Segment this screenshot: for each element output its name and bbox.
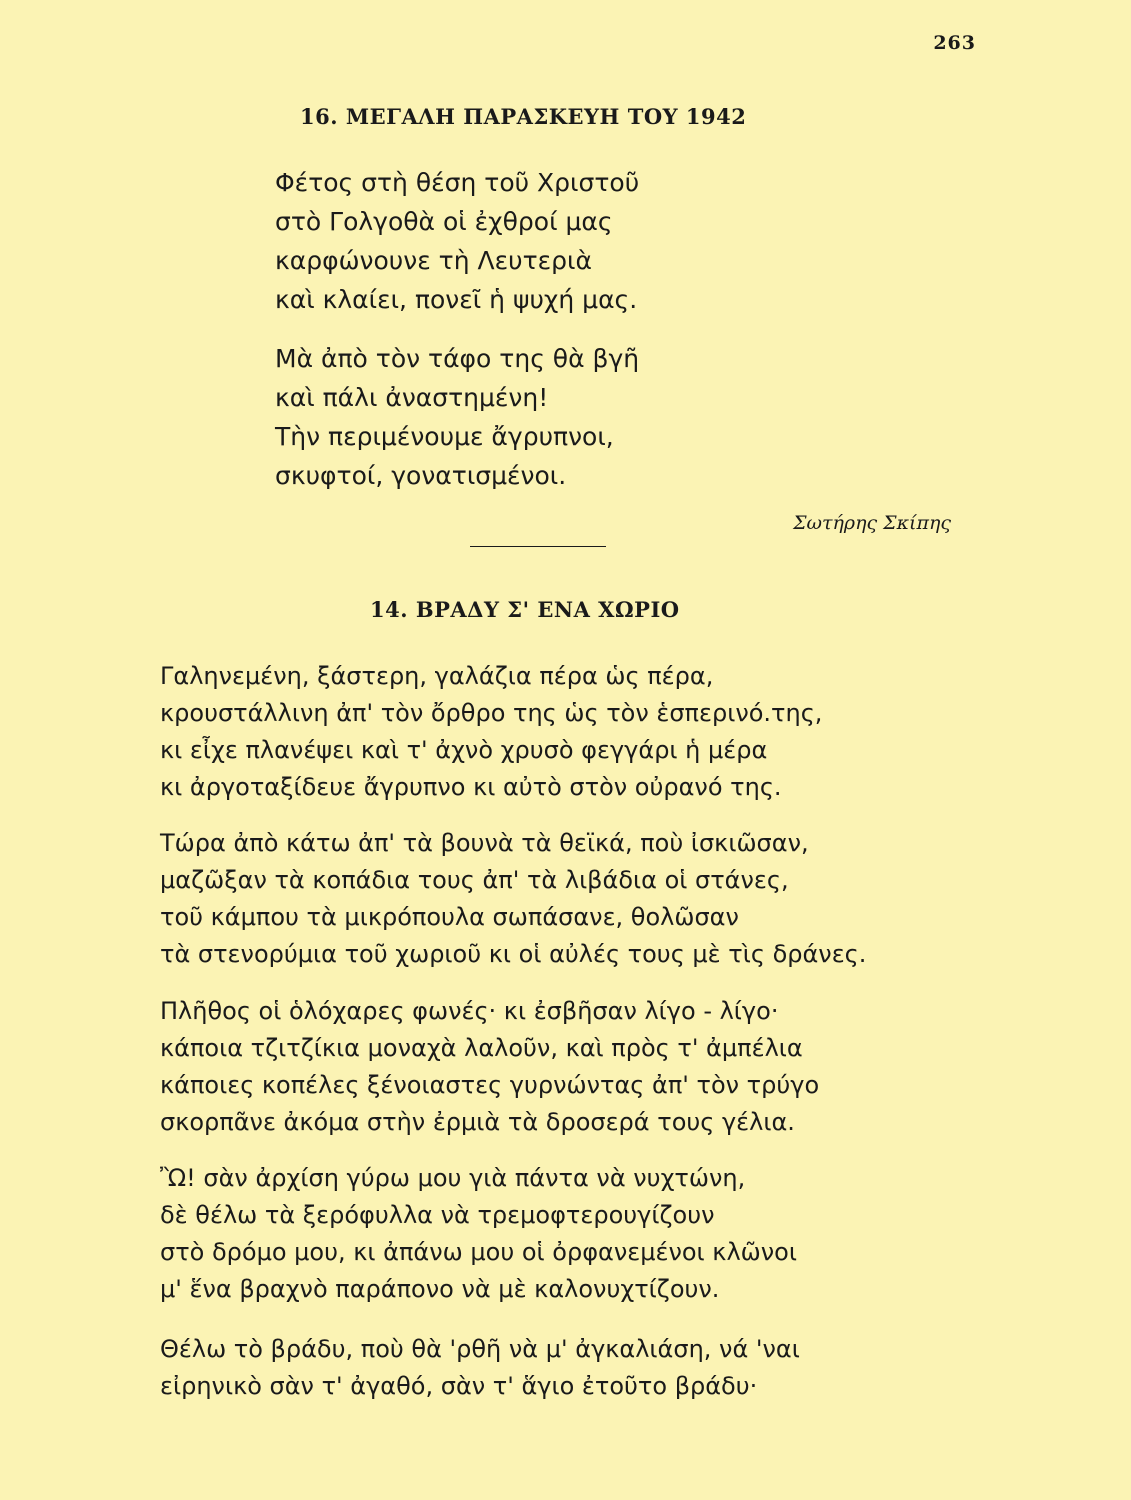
poem-line: Γαληνεμένη, ξάστερη, γαλάζια πέρα ὡς πέρα, [160,662,714,690]
poem-line: Πλῆθος οἱ ὁλόχαρες φωνές· κι ἐσβῆσαν λίγο - λίγο· [160,997,779,1025]
section-divider [470,546,606,547]
poem-line: καὶ κλαίει, πονεῖ ἡ ψυχή μας. [275,285,638,314]
poem-line: κάποια τζιτζίκια μοναχὰ λαλοῦν, καὶ πρὸς τ' ἀμπέλια [160,1034,803,1062]
poem-line: κι ἀργοταξίδευε ἄγρυπνο κι αὐτὸ στὸν οὐρανό της. [160,773,782,801]
poem-stanza [275,163,639,319]
poem-line: κάποιες κοπέλες ξένοιαστες γυρνώντας ἀπ' τὸν τρύγο [160,1071,820,1099]
poem-stanza [160,658,822,806]
poem-line: Τώρα ἀπὸ κάτω ἀπ' τὰ βουνὰ τὰ θεϊκά, ποὺ ἰσκιῶσαν, [160,829,809,857]
poem-stanza [160,1331,800,1405]
poem-line: μαζῶξαν τὰ κοπάδια τους ἀπ' τὰ λιβάδια οἱ στάνες, [160,866,789,894]
poem-line: Θέλω τὸ βράδυ, ποὺ θὰ 'ρθῆ νὰ μ' ἀγκαλιάση, νά 'ναι [160,1335,800,1363]
poem-line: Μὰ ἀπὸ τὸν τάφο της θὰ βγῆ [275,344,640,373]
poem-line: εἰρηνικὸ σὰν τ' ἀγαθό, σὰν τ' ἅγιο ἐτοῦτο βράδυ· [160,1372,758,1400]
poem-line: κι εἶχε πλανέψει καὶ τ' ἀχνὸ χρυσὸ φεγγάρι ἡ μέρα [160,736,768,764]
poem-line: Ὢ! σὰν ἀρχίση γύρω μου γιὰ πάντα νὰ νυχτώνη, [160,1164,746,1192]
poem-line: τοῦ κάμπου τὰ μικρόπουλα σωπάσανε, θολῶσαν [160,903,739,931]
poem-line: Φέτος στὴ θέση τοῦ Χριστοῦ [275,168,640,197]
poem-stanza [160,993,819,1141]
poem-line: καὶ πάλι ἀναστημένη! [275,383,549,412]
poem-line: κρουστάλλινη ἀπ' τὸν ὄρθρο της ὡς τὸν ἑσπερινό.της, [160,699,823,727]
poem-line: τὰ στενορύμια τοῦ χωριοῦ κι οἱ αὐλές τους μὲ τὶς δράνες. [160,940,867,968]
page-number: 263 [933,32,976,54]
poem-line: μ' ἕνα βραχνὸ παράπονο νὰ μὲ καλονυχτίζουν. [160,1275,720,1303]
poem-line: Τὴν περιμένουμε ἄγρυπνοι, [275,422,614,451]
poem-line: καρφώνουνε τὴ Λευτεριὰ [275,246,592,275]
poem-line: σκορπᾶνε ἀκόμα στὴν ἐρμιὰ τὰ δροσερά τους γέλια. [160,1108,795,1136]
poem-stanza [160,825,866,973]
poem-title: 16. ΜΕΓΑΛΗ ΠΑΡΑΣΚΕΥΗ ΤΟΥ 1942 [300,104,747,129]
poem-title: 14. ΒΡΑΔΥ Σ' ΕΝΑ ΧΩΡΙΟ [370,597,680,622]
poem-author: Σωτήρης Σκίπης [793,512,951,534]
poem-line: στὸ δρόμο μου, κι ἀπάνω μου οἱ ὀρφανεμένοι κλῶνοι [160,1238,797,1266]
poem-stanza [160,1160,797,1308]
poem-line: δὲ θέλω τὰ ξερόφυλλα νὰ τρεμοφτερουγίζουν [160,1201,715,1229]
poem-stanza [275,339,639,495]
poem-line: σκυφτοί, γονατισμένοι. [275,461,567,490]
poem-line: στὸ Γολγοθὰ οἱ ἐχθροί μας [275,207,613,236]
